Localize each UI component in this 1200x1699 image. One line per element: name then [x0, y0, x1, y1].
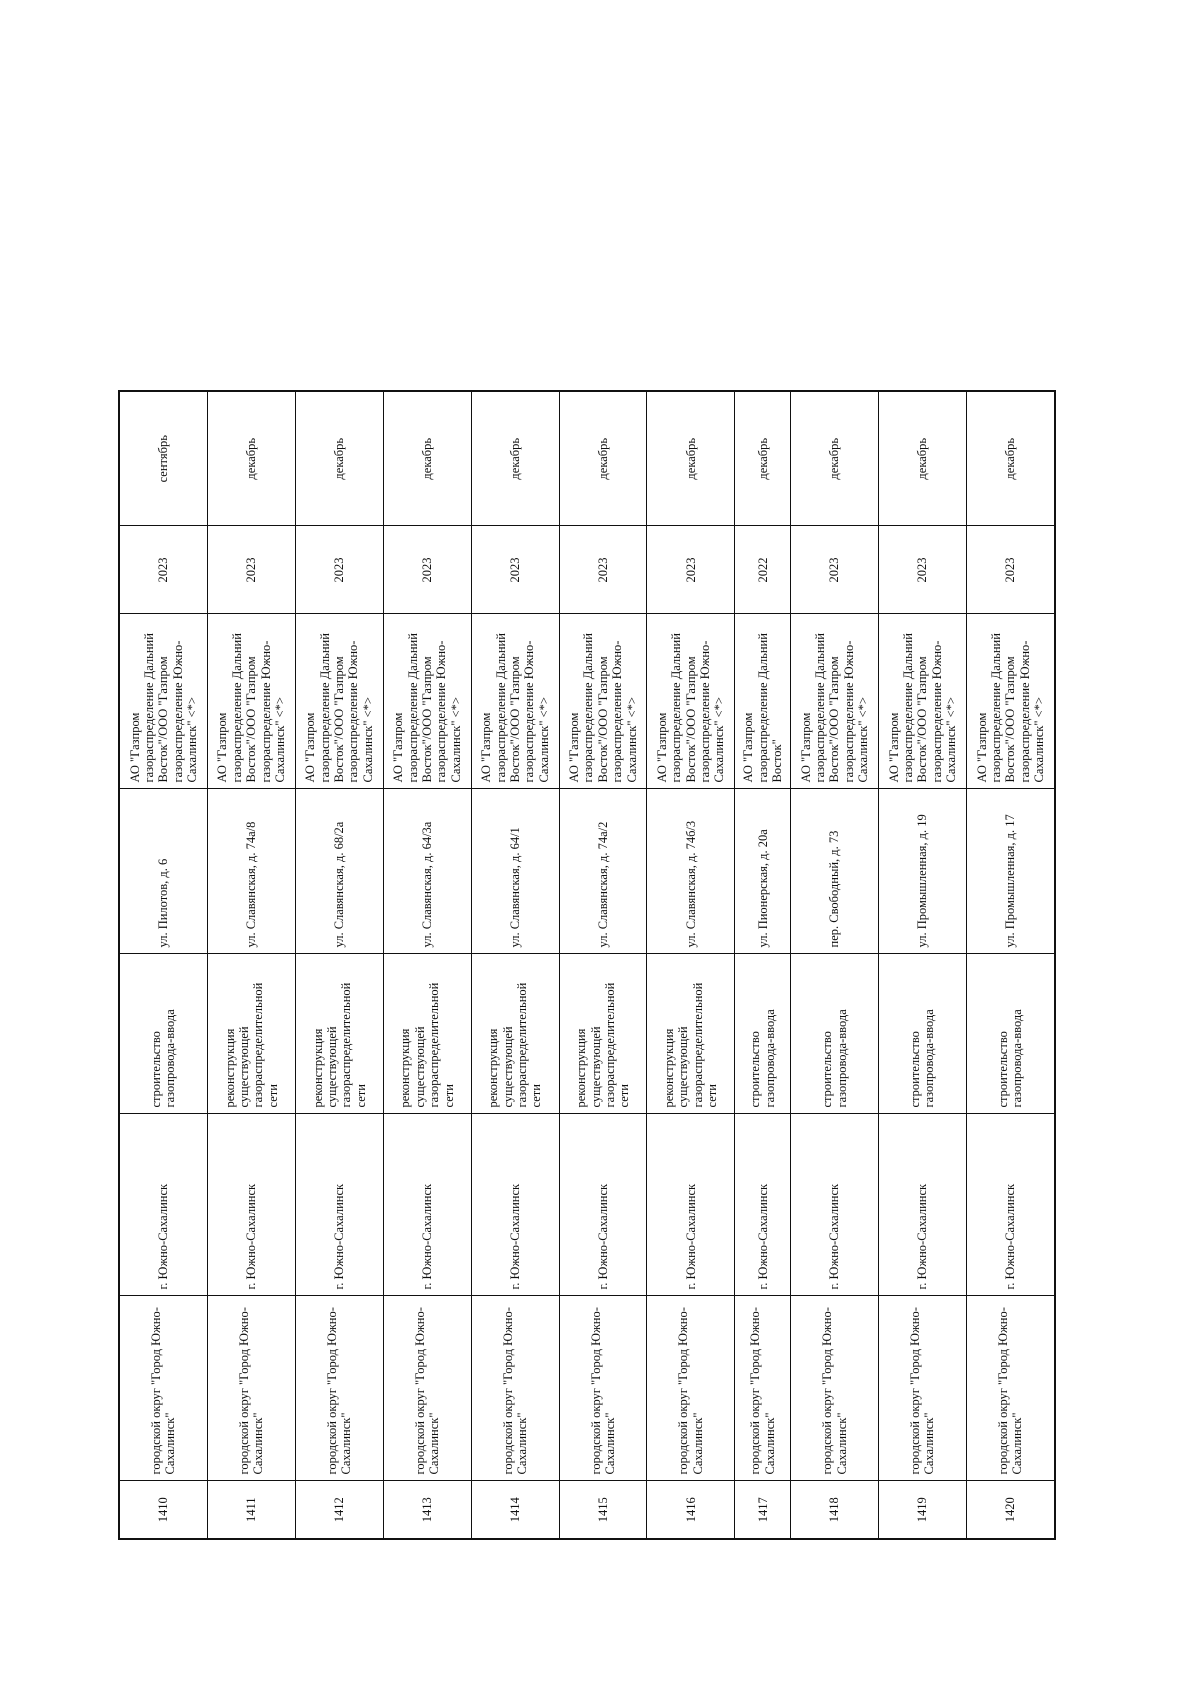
municipality-cell: городской округ "Город Южно-Сахалинск" [383, 1296, 471, 1481]
row-number: 1410 [119, 1481, 207, 1539]
organization-cell: АО "Газпром газораспределение Дальний Восток"/ООО "Газпром газораспределение Южно-Сахалинск" <*> [207, 614, 295, 789]
table-row [879, 391, 967, 1539]
work-type-cell: реконструкция существующей газораспределительной сети [559, 954, 647, 1114]
table-row [383, 391, 471, 1539]
table-row [471, 391, 559, 1539]
work-type-cell: строительство газопровода-ввода [879, 954, 967, 1114]
month-cell: декабрь [207, 391, 295, 526]
month-cell: декабрь [471, 391, 559, 526]
row-number: 1416 [647, 1481, 735, 1539]
organization-cell: АО "Газпром газораспределение Дальний Восток"/ООО "Газпром газораспределение Южно-Сахалинск" <*> [471, 614, 559, 789]
table-row [119, 391, 207, 1539]
city-cell: г. Южно-Сахалинск [791, 1114, 879, 1296]
row-number: 1419 [879, 1481, 967, 1539]
municipality-cell: городской округ "Город Южно-Сахалинск" [119, 1296, 207, 1481]
row-number: 1414 [471, 1481, 559, 1539]
year-cell: 2023 [295, 526, 383, 614]
municipality-cell: городской округ "Город Южно-Сахалинск" [207, 1296, 295, 1481]
city-cell: г. Южно-Сахалинск [647, 1114, 735, 1296]
address-cell: пер. Свободный, д. 73 [791, 789, 879, 954]
address-cell: ул. Славянская, д. 64/1 [471, 789, 559, 954]
year-cell: 2023 [966, 526, 1055, 614]
work-type-cell: строительство газопровода-ввода [119, 954, 207, 1114]
organization-cell: АО "Газпром газораспределение Дальний Восток"/ООО "Газпром газораспределение Южно-Сахалинск" <*> [383, 614, 471, 789]
month-cell: сентябрь [119, 391, 207, 526]
organization-cell: АО "Газпром газораспределение Дальний Восток"/ООО "Газпром газораспределение Южно-Сахалинск" <*> [966, 614, 1055, 789]
month-cell: декабрь [791, 391, 879, 526]
work-type-cell: реконструкция существующей газораспределительной сети [207, 954, 295, 1114]
organization-cell: АО "Газпром газораспределение Дальний Восток"/ООО "Газпром газораспределение Южно-Сахалинск" <*> [119, 614, 207, 789]
city-cell: г. Южно-Сахалинск [735, 1114, 791, 1296]
work-type-cell: реконструкция существующей газораспределительной сети [295, 954, 383, 1114]
row-number: 1418 [791, 1481, 879, 1539]
address-cell: ул. Промышленная, д. 17 [966, 789, 1055, 954]
city-cell: г. Южно-Сахалинск [383, 1114, 471, 1296]
year-cell: 2023 [791, 526, 879, 614]
municipality-cell: городской округ "Город Южно-Сахалинск" [471, 1296, 559, 1481]
organization-cell: АО "Газпром газораспределение Дальний Восток"/ООО "Газпром газораспределение Южно-Сахалинск" <*> [791, 614, 879, 789]
municipality-cell: городской округ "Город Южно-Сахалинск" [966, 1296, 1055, 1481]
table-row [735, 391, 791, 1539]
month-cell: декабрь [647, 391, 735, 526]
municipality-cell: городской округ "Город Южно-Сахалинск" [559, 1296, 647, 1481]
row-number: 1420 [966, 1481, 1055, 1539]
table-row [791, 391, 879, 1539]
organization-cell: АО "Газпром газораспределение Дальний Восток"/ООО "Газпром газораспределение Южно-Сахалинск" <*> [559, 614, 647, 789]
address-cell: ул. Славянская, д. 64/3а [383, 789, 471, 954]
table-row [207, 391, 295, 1539]
municipality-cell: городской округ "Город Южно-Сахалинск" [791, 1296, 879, 1481]
organization-cell: АО "Газпром газораспределение Дальний Восток"/ООО "Газпром газораспределение Южно-Сахалинск" <*> [879, 614, 967, 789]
city-cell: г. Южно-Сахалинск [119, 1114, 207, 1296]
organization-cell: АО "Газпром газораспределение Дальний Восток"/ООО "Газпром газораспределение Южно-Сахалинск" <*> [295, 614, 383, 789]
row-number: 1415 [559, 1481, 647, 1539]
table-row [559, 391, 647, 1539]
year-cell: 2023 [471, 526, 559, 614]
table-body [119, 391, 1055, 1539]
year-cell: 2022 [735, 526, 791, 614]
city-cell: г. Южно-Сахалинск [295, 1114, 383, 1296]
year-cell: 2023 [119, 526, 207, 614]
table-row [966, 391, 1055, 1539]
year-cell: 2023 [559, 526, 647, 614]
year-cell: 2023 [383, 526, 471, 614]
city-cell: г. Южно-Сахалинск [966, 1114, 1055, 1296]
work-type-cell: строительство газопровода-ввода [791, 954, 879, 1114]
row-number: 1413 [383, 1481, 471, 1539]
month-cell: декабрь [383, 391, 471, 526]
address-cell: ул. Славянская, д. 74б/3 [647, 789, 735, 954]
gasification-schedule-table [118, 392, 1056, 1540]
schedule-table [118, 390, 1056, 1540]
address-cell: ул. Пионерская, д. 20а [735, 789, 791, 954]
row-number: 1412 [295, 1481, 383, 1539]
work-type-cell: реконструкция существующей газораспределительной сети [647, 954, 735, 1114]
organization-cell: АО "Газпром газораспределение Дальний Восток"/ООО "Газпром газораспределение Южно-Сахалинск" <*> [647, 614, 735, 789]
address-cell: ул. Промышленная, д. 19 [879, 789, 967, 954]
table-row [647, 391, 735, 1539]
address-cell: ул. Славянская, д. 74а/8 [207, 789, 295, 954]
city-cell: г. Южно-Сахалинск [879, 1114, 967, 1296]
address-cell: ул. Славянская, д. 74а/2 [559, 789, 647, 954]
municipality-cell: городской округ "Город Южно-Сахалинск" [879, 1296, 967, 1481]
work-type-cell: строительство газопровода-ввода [735, 954, 791, 1114]
month-cell: декабрь [966, 391, 1055, 526]
work-type-cell: реконструкция существующей газораспределительной сети [383, 954, 471, 1114]
work-type-cell: реконструкция существующей газораспределительной сети [471, 954, 559, 1114]
month-cell: декабрь [879, 391, 967, 526]
work-type-cell: строительство газопровода-ввода [966, 954, 1055, 1114]
address-cell: ул. Пилотов, д. 6 [119, 789, 207, 954]
row-number: 1417 [735, 1481, 791, 1539]
row-number: 1411 [207, 1481, 295, 1539]
city-cell: г. Южно-Сахалинск [559, 1114, 647, 1296]
month-cell: декабрь [559, 391, 647, 526]
year-cell: 2023 [879, 526, 967, 614]
year-cell: 2023 [207, 526, 295, 614]
municipality-cell: городской округ "Город Южно-Сахалинск" [735, 1296, 791, 1481]
month-cell: декабрь [735, 391, 791, 526]
municipality-cell: городской округ "Город Южно-Сахалинск" [647, 1296, 735, 1481]
month-cell: декабрь [295, 391, 383, 526]
year-cell: 2023 [647, 526, 735, 614]
municipality-cell: городской округ "Город Южно-Сахалинск" [295, 1296, 383, 1481]
city-cell: г. Южно-Сахалинск [207, 1114, 295, 1296]
address-cell: ул. Славянская, д. 68/2а [295, 789, 383, 954]
organization-cell: АО "Газпром газораспределение Дальний Восток" [735, 614, 791, 789]
city-cell: г. Южно-Сахалинск [471, 1114, 559, 1296]
table-row [295, 391, 383, 1539]
